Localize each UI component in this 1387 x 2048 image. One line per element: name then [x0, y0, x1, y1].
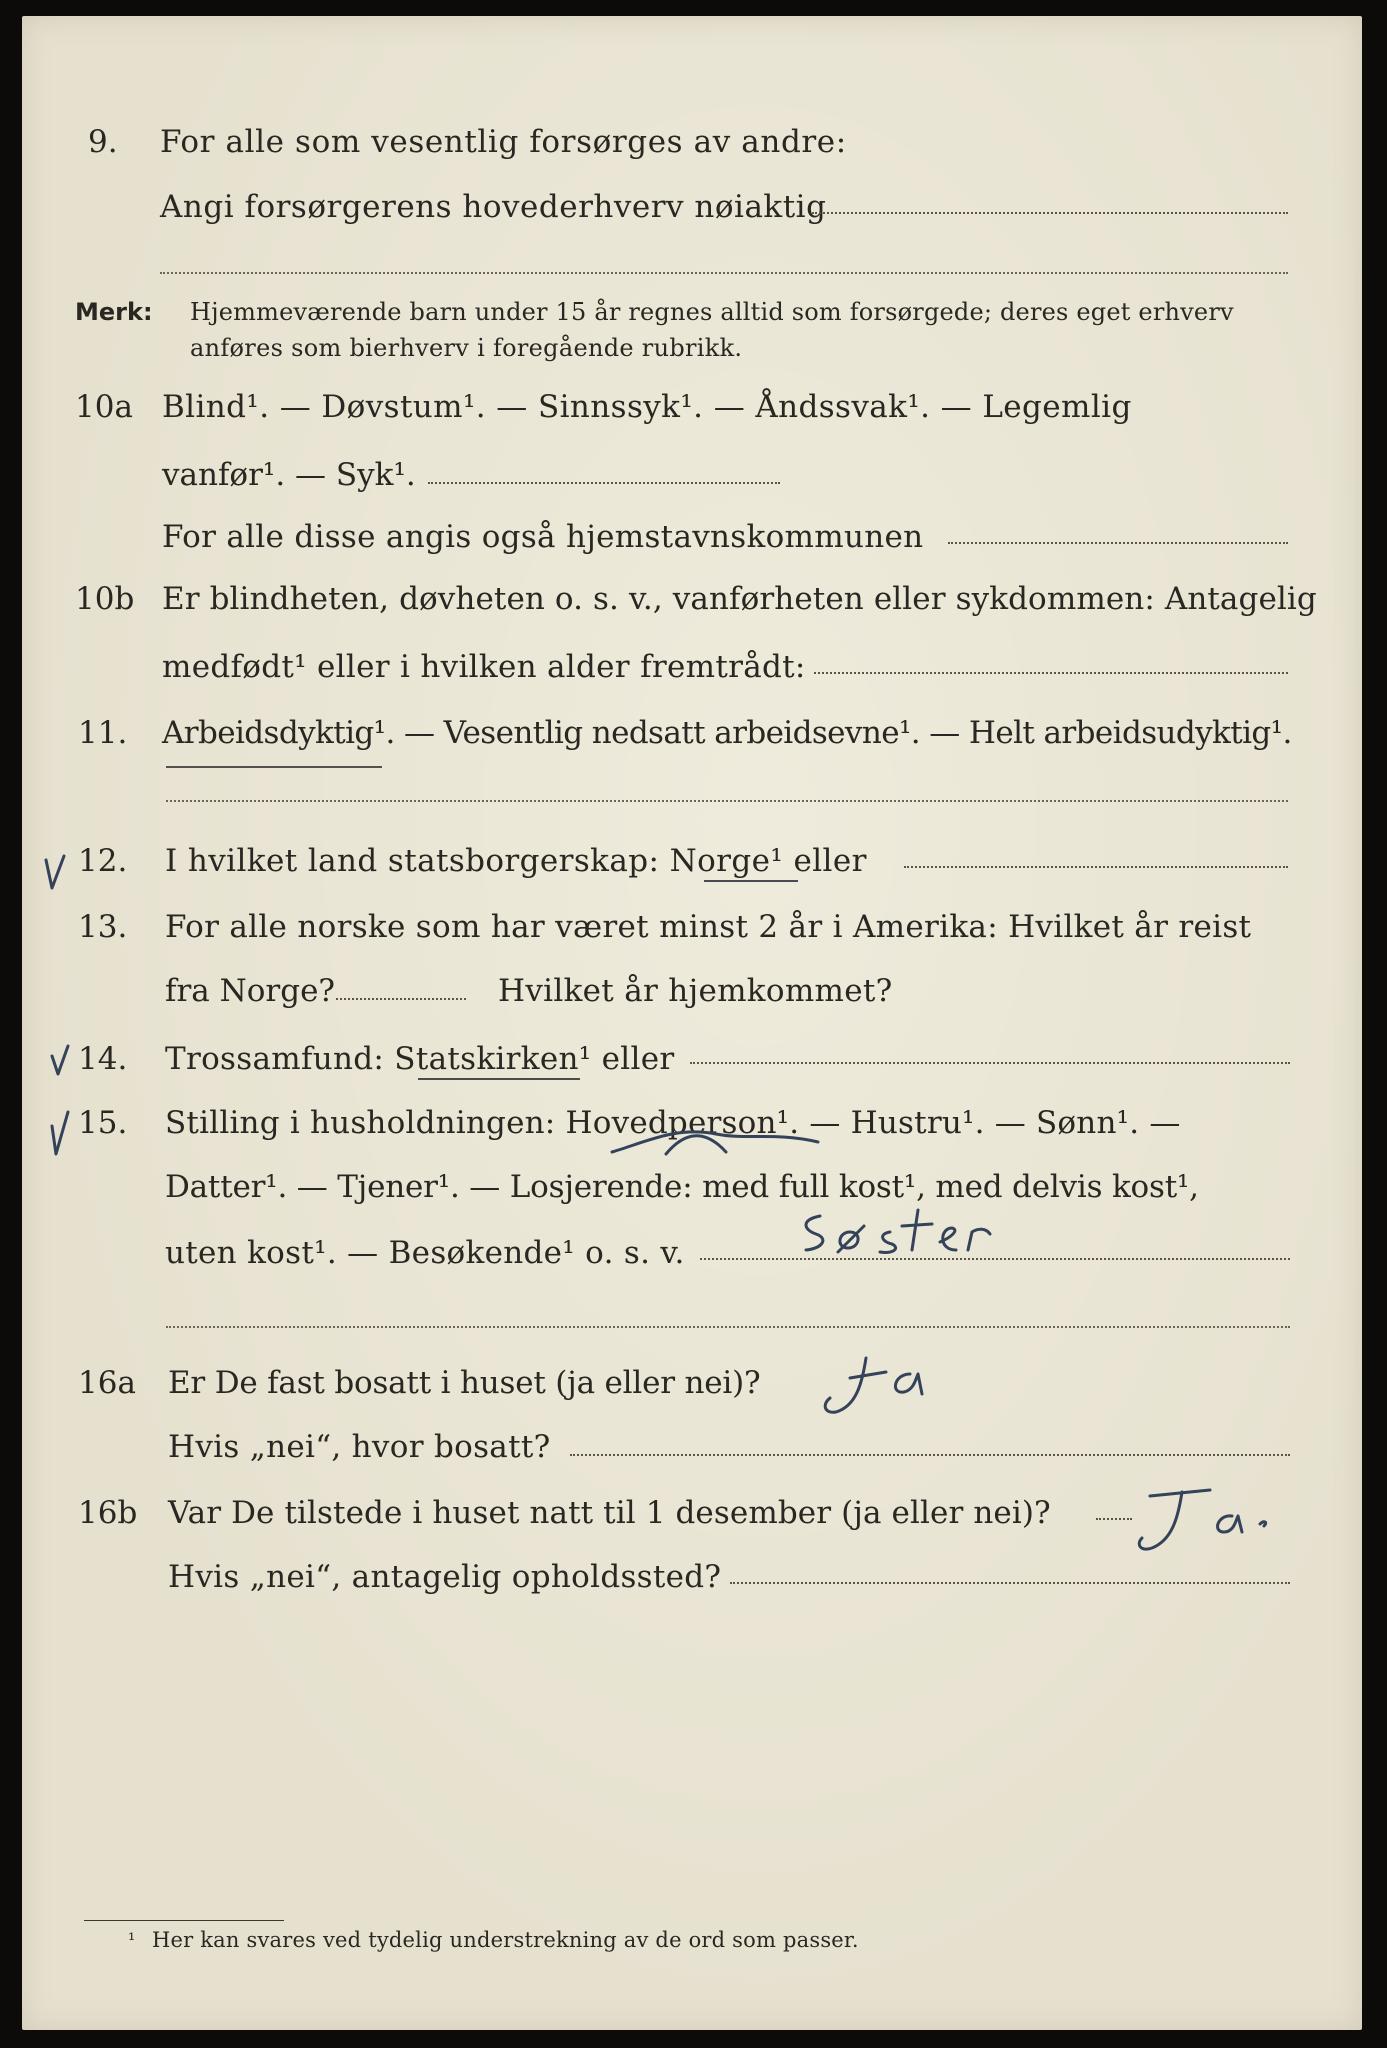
q16a-number: 16a	[78, 1365, 136, 1401]
q10a-line1: Blind¹. — Døvstum¹. — Sinnssyk¹. — Åndssvak¹. — Legemlig	[162, 389, 1132, 425]
footnote-rule	[84, 1920, 284, 1921]
q10a-number: 10a	[75, 389, 133, 425]
q10b-line1: Er blindheten, døvheten o. s. v., vanførheten eller sykdommen: Antagelig	[162, 581, 1317, 617]
q13-line2-a: fra Norge?	[165, 973, 336, 1009]
q14-number: 14.	[78, 1041, 128, 1077]
q12-line1: I hvilket land statsborgerskap: Norge¹ eller	[165, 843, 867, 879]
q14-line1: Trossamfund: Statskirken¹ eller	[165, 1041, 675, 1077]
q10b-answer-field[interactable]	[814, 672, 1288, 674]
q9-number: 9.	[88, 124, 118, 160]
merk-label: Merk:	[75, 298, 153, 326]
q13-year-left-field[interactable]	[336, 998, 466, 1000]
footnote-text: Her kan svares ved tydelig understrekning av de ord som passer.	[152, 1928, 859, 1952]
q9-line1: For alle som vesentlig forsørges av andre:	[160, 124, 847, 160]
q16a-line1: Er De fast bosatt i huset (ja eller nei)?	[168, 1365, 761, 1401]
merk-line2: anføres som bierhverv i foregående rubrikk.	[190, 334, 743, 362]
q9-answer-field-2[interactable]	[160, 272, 1288, 274]
q14-answer-field[interactable]	[690, 1062, 1290, 1064]
q9-line2: Angi forsørgerens hovederhverv nøiaktig	[160, 189, 827, 225]
merk-line1: Hjemmeværende barn under 15 år regnes alltid som forsørgede; deres eget erhverv	[190, 298, 1234, 326]
checkmark-icon	[48, 1042, 78, 1078]
q10a-line2: vanfør¹. — Syk¹.	[162, 457, 416, 493]
q12-answer-field[interactable]	[904, 866, 1288, 868]
q15-answer-field-2[interactable]	[166, 1326, 1290, 1328]
checkmark-icon	[48, 1108, 78, 1158]
q10a-line3: For alle disse angis også hjemstavnskommunen	[162, 519, 924, 555]
q16b-line1: Var De tilstede i huset natt til 1 desember (ja eller nei)?	[168, 1495, 1051, 1531]
q16a-handwritten-answer	[810, 1344, 950, 1424]
q15-line1: Stilling i husholdningen: Hovedperson¹. — Hustru¹. — Sønn¹. —	[165, 1105, 1181, 1141]
q11-number: 11.	[78, 715, 128, 751]
q16b-line2: Hvis „nei“, antagelig opholdssted?	[168, 1559, 722, 1595]
q13-line1: For alle norske som har været minst 2 år i Amerika: Hvilket år reist	[165, 909, 1252, 945]
q15-line3: uten kost¹. — Besøkende¹ o. s. v.	[165, 1235, 685, 1271]
q10a-home-municipality-field[interactable]	[948, 542, 1288, 544]
q16b-answer-field-2[interactable]	[730, 1582, 1290, 1584]
q11-line1: Arbeidsdyktig¹. — Vesentlig nedsatt arbeidsevne¹. — Helt arbeidsudyktig¹.	[162, 715, 1292, 751]
checkmark-icon	[42, 852, 72, 892]
q10a-answer-field[interactable]	[428, 482, 780, 484]
q15-line2: Datter¹. — Tjener¹. — Losjerende: med full kost¹, med delvis kost¹,	[165, 1169, 1199, 1205]
q15-handwritten-answer	[790, 1196, 1090, 1266]
q12-norge-underline	[704, 880, 798, 882]
q11-handwritten-underline	[166, 766, 382, 768]
q12-number: 12.	[78, 843, 128, 879]
q16a-answer-field[interactable]	[570, 1454, 1290, 1456]
q16b-number: 16b	[78, 1495, 138, 1531]
q13-line2-b: Hvilket år hjemkommet?	[498, 973, 893, 1009]
q13-number: 13.	[78, 909, 128, 945]
q11-answer-field[interactable]	[166, 800, 1288, 802]
q16a-line2: Hvis „nei“, hvor bosatt?	[168, 1429, 551, 1465]
footnote-mark: ¹	[128, 1930, 136, 1951]
q16b-handwritten-answer	[1120, 1482, 1280, 1562]
q14-statskirken-underline	[418, 1078, 580, 1080]
q15-number: 15.	[78, 1105, 128, 1141]
q10b-number: 10b	[75, 581, 135, 617]
q9-answer-field[interactable]	[812, 212, 1288, 214]
q10b-line2: medfødt¹ eller i hvilken alder fremtrådt:	[162, 649, 806, 685]
hovedperson-strike-mark	[606, 1112, 826, 1162]
